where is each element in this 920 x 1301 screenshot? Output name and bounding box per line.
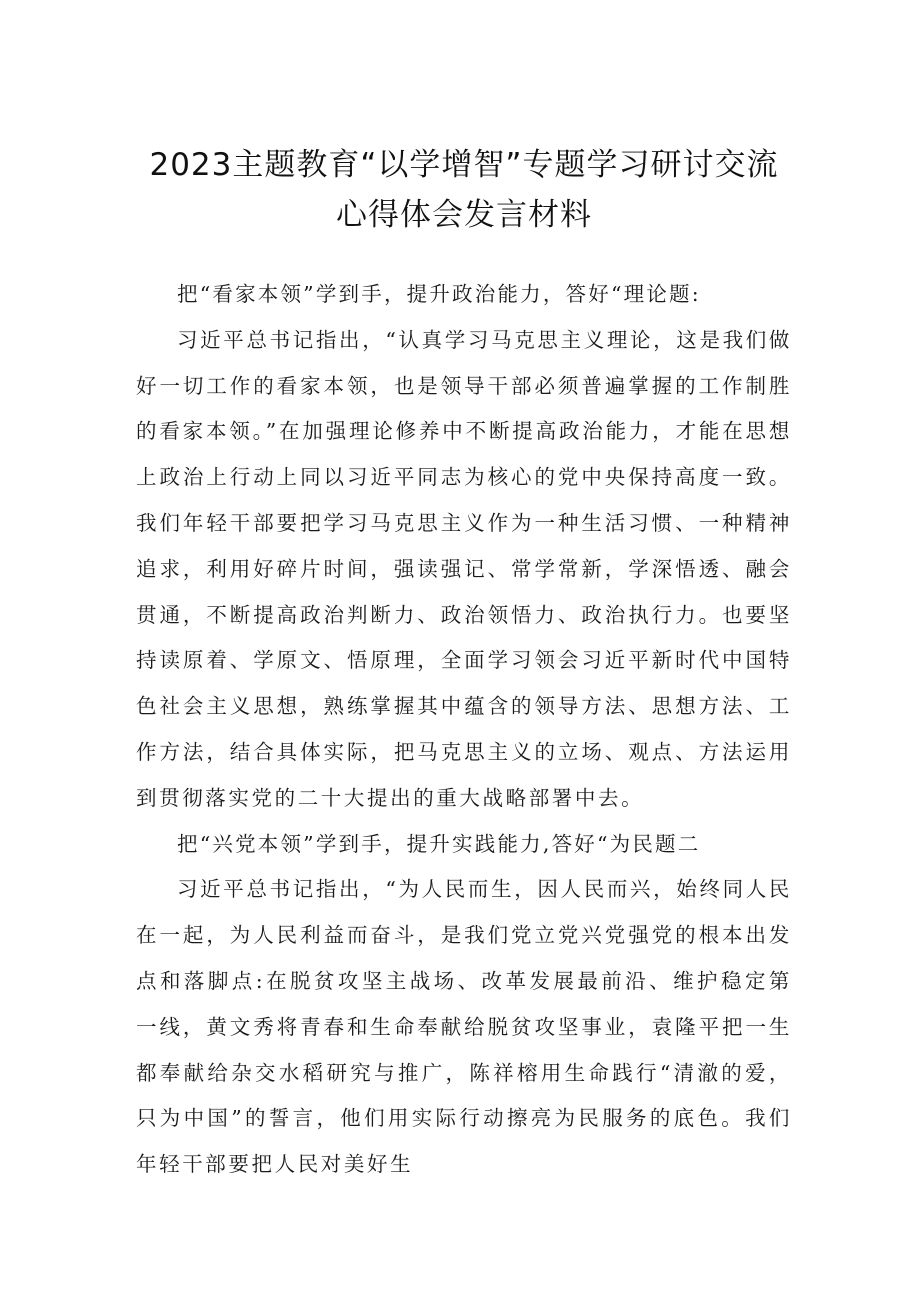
body-paragraph-1: 习近平总书记指出，“认真学习马克思主义理论，这是我们做好一切工作的看家本领，也是领导干部必须普遍掌握的工作制胜的看家本领。”在加强理论修养中不断提高政治能力，才能在思想上政治上行动上同以习近平同志为核心的党中央保持高度一致。我们年轻干部要把学习马克思主义作为一种生活习惯、一种精神追求，利用好碎片时间，强读强记、常学常新，学深悟透、融会贯通，不断提高政治判断力、政治领悟力、政治执行力。也要坚持读原着、学原文、悟原理，全面学习领会习近平新时代中国特色社会主义思想，熟练掌握其中蕴含的领导方法、思想方法、工作方法，结合具体实际，把马克思主义的立场、观点、方法运用到贯彻落实党的二十大提出的重大战略部署中去。: [136, 327, 792, 810]
section-heading-1: 把“看家本领”学到手，提升政治能力，答好“理论题:: [177, 282, 701, 306]
document-title: [136, 140, 792, 240]
title-line-1: 2023主题教育“以学增智”专题学习研讨交流: [149, 147, 779, 183]
title-line-2: 心得体会发言材料: [336, 197, 592, 233]
document-body: [136, 272, 792, 1188]
section-heading-2: 把“兴党本领”学到手，提升实践能力,答好“为民题二: [177, 831, 701, 856]
body-paragraph-2: 习近平总书记指出，“为人民而生，因人民而兴，始终同人民在一起，为人民利益而奋斗，是我们党立党兴党强党的根本出发点和落脚点:在脱贫攻坚主战场、改革发展最前沿、维护稳定第一线，黄文秀将青春和生命奉献给脱贫攻坚事业，袁隆平把一生都奉献给杂交水稻研究与推广，陈祥榕用生命践行“清澈的爱，只为中国”的誓言，他们用实际行动擦亮为民服务的底色。我们年轻干部要把人民对美好生: [136, 877, 792, 1177]
